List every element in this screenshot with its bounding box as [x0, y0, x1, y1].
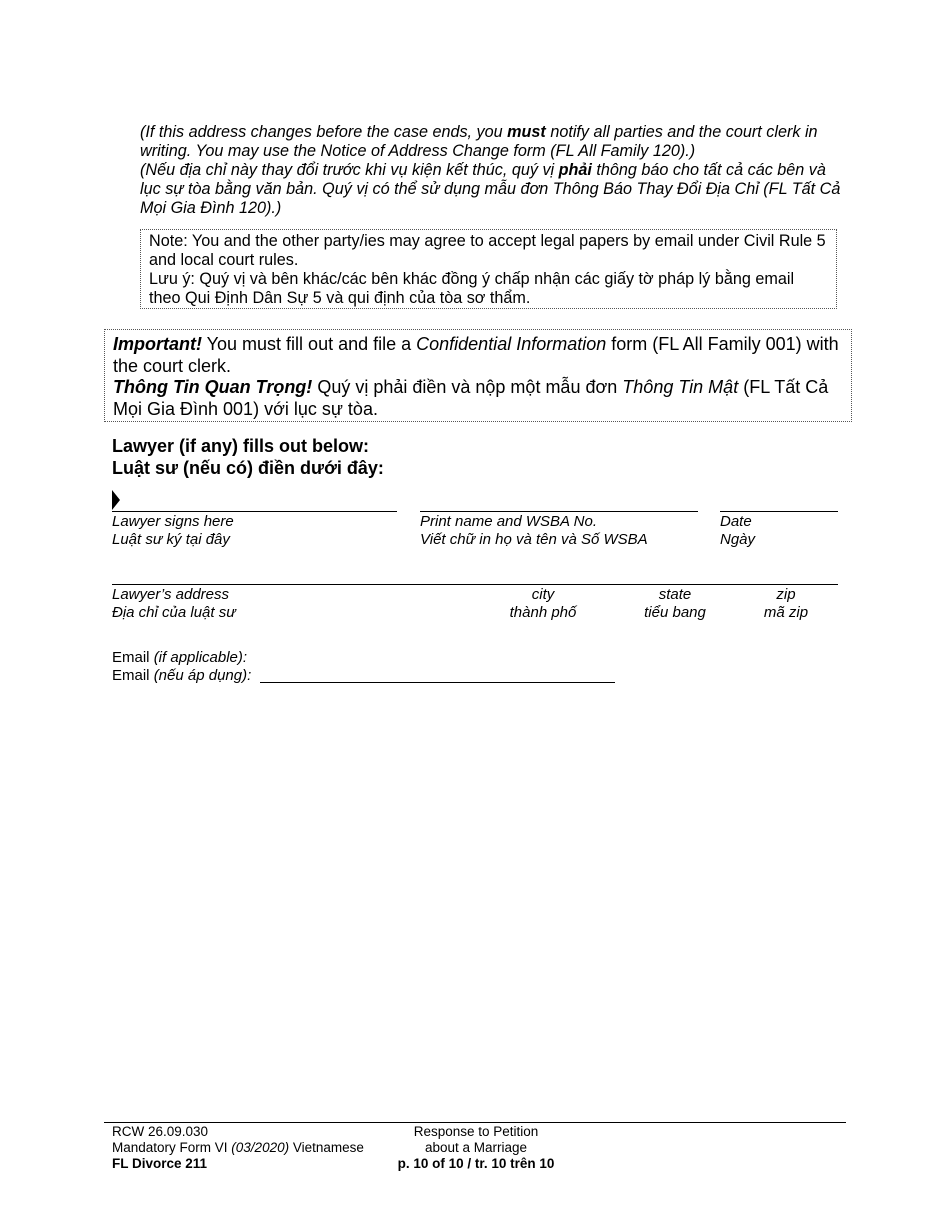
important-vi: Thông Tin Quan Trọng! Quý vị phải điền và nộp một mẫu đơn Thông Tin Mật (FL Tất Cả Mọi Gia Đình 001) với lục sự tòa.: [113, 377, 829, 419]
email-service-note: [140, 229, 837, 309]
lawyer-print-name-label: Print name and WSBA No. Viết chữ in họ và tên và Số WSBA: [420, 513, 648, 548]
important-en: Important! You must fill out and file a Confidential Information form (FL All Family 001) with the court clerk.: [113, 334, 839, 376]
footer-left: [112, 1124, 364, 1172]
zip-label: zip mã zip: [763, 586, 809, 621]
lawyer-address-label: Lawyer’s address Địa chỉ của luật sư: [112, 586, 236, 621]
address-change-notice: [140, 123, 845, 218]
form-title-line1: Response to Petition: [413, 1124, 539, 1139]
important-notice: [104, 329, 852, 422]
important-label: Important!: [113, 334, 202, 354]
city-label: city thành phố: [509, 586, 577, 621]
note-en: Note: You and the other party/ies may agree to accept legal papers by email under Civil Rule 5 and local court rules.: [149, 232, 826, 269]
important-label-vi: Thông Tin Quan Trọng!: [113, 377, 313, 397]
lawyer-email-label: Email (if applicable): Email (nếu áp dụng):: [112, 649, 252, 684]
address-change-vi: (Nếu địa chỉ này thay đổi trước khi vụ kiện kết thúc, quý vị phải thông báo cho tất cả các bên và lục sự tòa bằng văn bản. Quý vị có thể sử dụng mẫu đơn Thông Báo Thay Đổi Địa Chỉ (FL Tất Cả Mọi Gia Đình 120).): [140, 161, 841, 217]
must-emphasis: must: [507, 123, 546, 141]
lawyer-print-name-line[interactable]: [420, 511, 698, 512]
page-number: p. 10 of 10 / tr. 10 trên 10: [397, 1156, 555, 1171]
footer-center: [366, 1124, 586, 1172]
confidential-form-name-vi: Thông Tin Mật: [622, 377, 739, 397]
form-title-line2: about a Marriage: [424, 1140, 528, 1155]
footer-rule: [104, 1122, 846, 1123]
lawyer-signature-line[interactable]: [112, 511, 397, 512]
rcw-citation: RCW 26.09.030: [112, 1124, 209, 1139]
sign-here-arrow-icon: [112, 490, 121, 510]
lawyer-date-line[interactable]: [720, 511, 838, 512]
address-change-en: (If this address changes before the case ends, you must notify all parties and the court clerk in writing. You may use the Notice of Address Change form (FL All Family 120).): [140, 123, 818, 160]
lawyer-section-heading: Lawyer (if any) fills out below: Luật sư (nếu có) điền dưới đây:: [112, 436, 384, 478]
lawyer-address-line[interactable]: [112, 584, 838, 585]
mandatory-form-line: Mandatory Form VI (03/2020) Vietnamese: [112, 1140, 364, 1155]
form-id: FL Divorce 211: [112, 1156, 208, 1171]
lawyer-sign-label: Lawyer signs here Luật sư ký tại đây: [112, 513, 234, 548]
state-label: state tiểu bang: [644, 586, 706, 621]
phai-emphasis: phải: [558, 161, 592, 179]
note-vi: Lưu ý: Quý vị và bên khác/các bên khác đồng ý chấp nhận các giấy tờ pháp lý bằng email theo Qui Định Dân Sự 5 và qui định của tòa sơ thẩm.: [149, 270, 795, 307]
lawyer-date-label: Date Ngày: [720, 513, 756, 548]
lawyer-email-line[interactable]: [260, 682, 615, 683]
confidential-form-name: Confidential Information: [416, 334, 607, 354]
